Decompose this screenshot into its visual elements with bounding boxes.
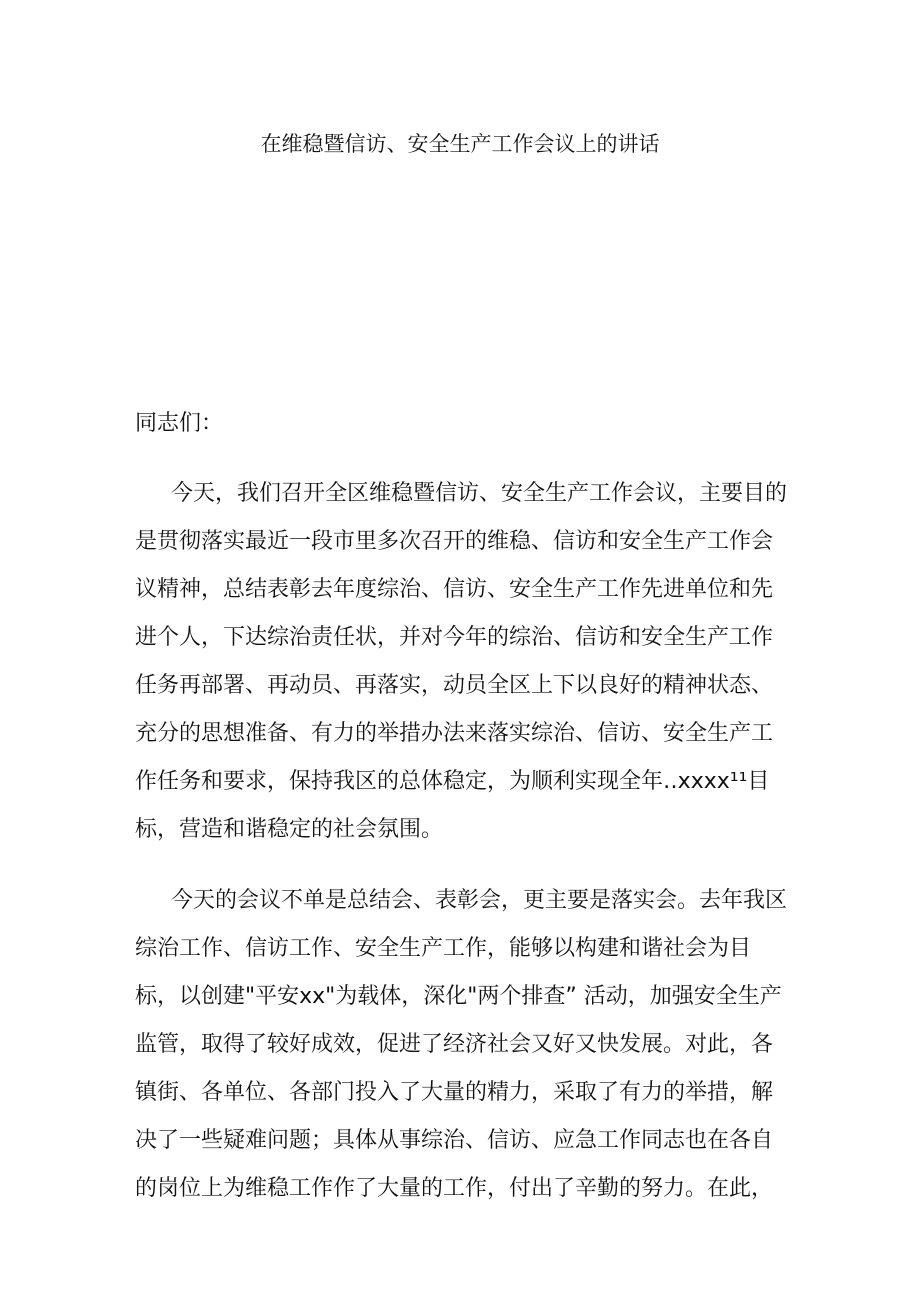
paragraph-line: 镇街、各单位、各部门投入了大量的精力，采取了有力的举措，解 (135, 1080, 774, 1105)
paragraph-line: 今天的会议不单是总结会、表彰会，更主要是落实会。去年我区 (171, 888, 788, 913)
paragraph-1 (135, 470, 788, 854)
paragraph-line: 决了一些疑难问题；具体从事综治、信访、应急工作同志也在各自 (135, 1128, 774, 1153)
paragraph-line: 作任务和要求，保持我区的总体稳定，为顺利实现全年‥xxxx¹¹目 (135, 769, 770, 794)
greeting: 同志们： (135, 411, 224, 436)
paragraph-line: 监管，取得了较好成效，促进了经济社会又好又快发展。对此，各 (135, 1032, 774, 1057)
paragraph-line: 充分的思想准备、有力的举措办法来落实综治、信访、安全生产工 (135, 721, 774, 746)
paragraph-line: 议精神，总结表彰去年度综治、信访、安全生产工作先进单位和先 (135, 577, 774, 602)
document-title: 在维稳暨信访、安全生产工作会议上的讲话 (260, 132, 660, 156)
paragraph-line: 综治工作、信访工作、安全生产工作，能够以构建和谐社会为目 (135, 936, 752, 961)
paragraph-line: 是贯彻落实最近一段市里多次召开的维稳、信访和安全生产工作会 (135, 529, 774, 554)
paragraph-line: 任务再部署、再动员、再落实，动员全区上下以良好的精神状态、 (135, 673, 774, 698)
paragraph-line: 的岗位上为维稳工作作了大量的工作，付出了辛勤的努力。在此， (135, 1176, 774, 1201)
paragraph-line: 今天，我们召开全区维稳暨信访、安全生产工作会议，主要目的 (171, 481, 788, 506)
paragraph-line: 进个人，下达综治责任状，并对今年的综治、信访和安全生产工作 (135, 625, 774, 650)
paragraph-2 (135, 877, 788, 1213)
paragraph-line: 标，以创建"平安xx"为载体，深化"两个排查” 活动，加强安全生产 (135, 984, 782, 1009)
paragraph-line: 标，营造和谐稳定的社会氛围。 (135, 817, 444, 842)
